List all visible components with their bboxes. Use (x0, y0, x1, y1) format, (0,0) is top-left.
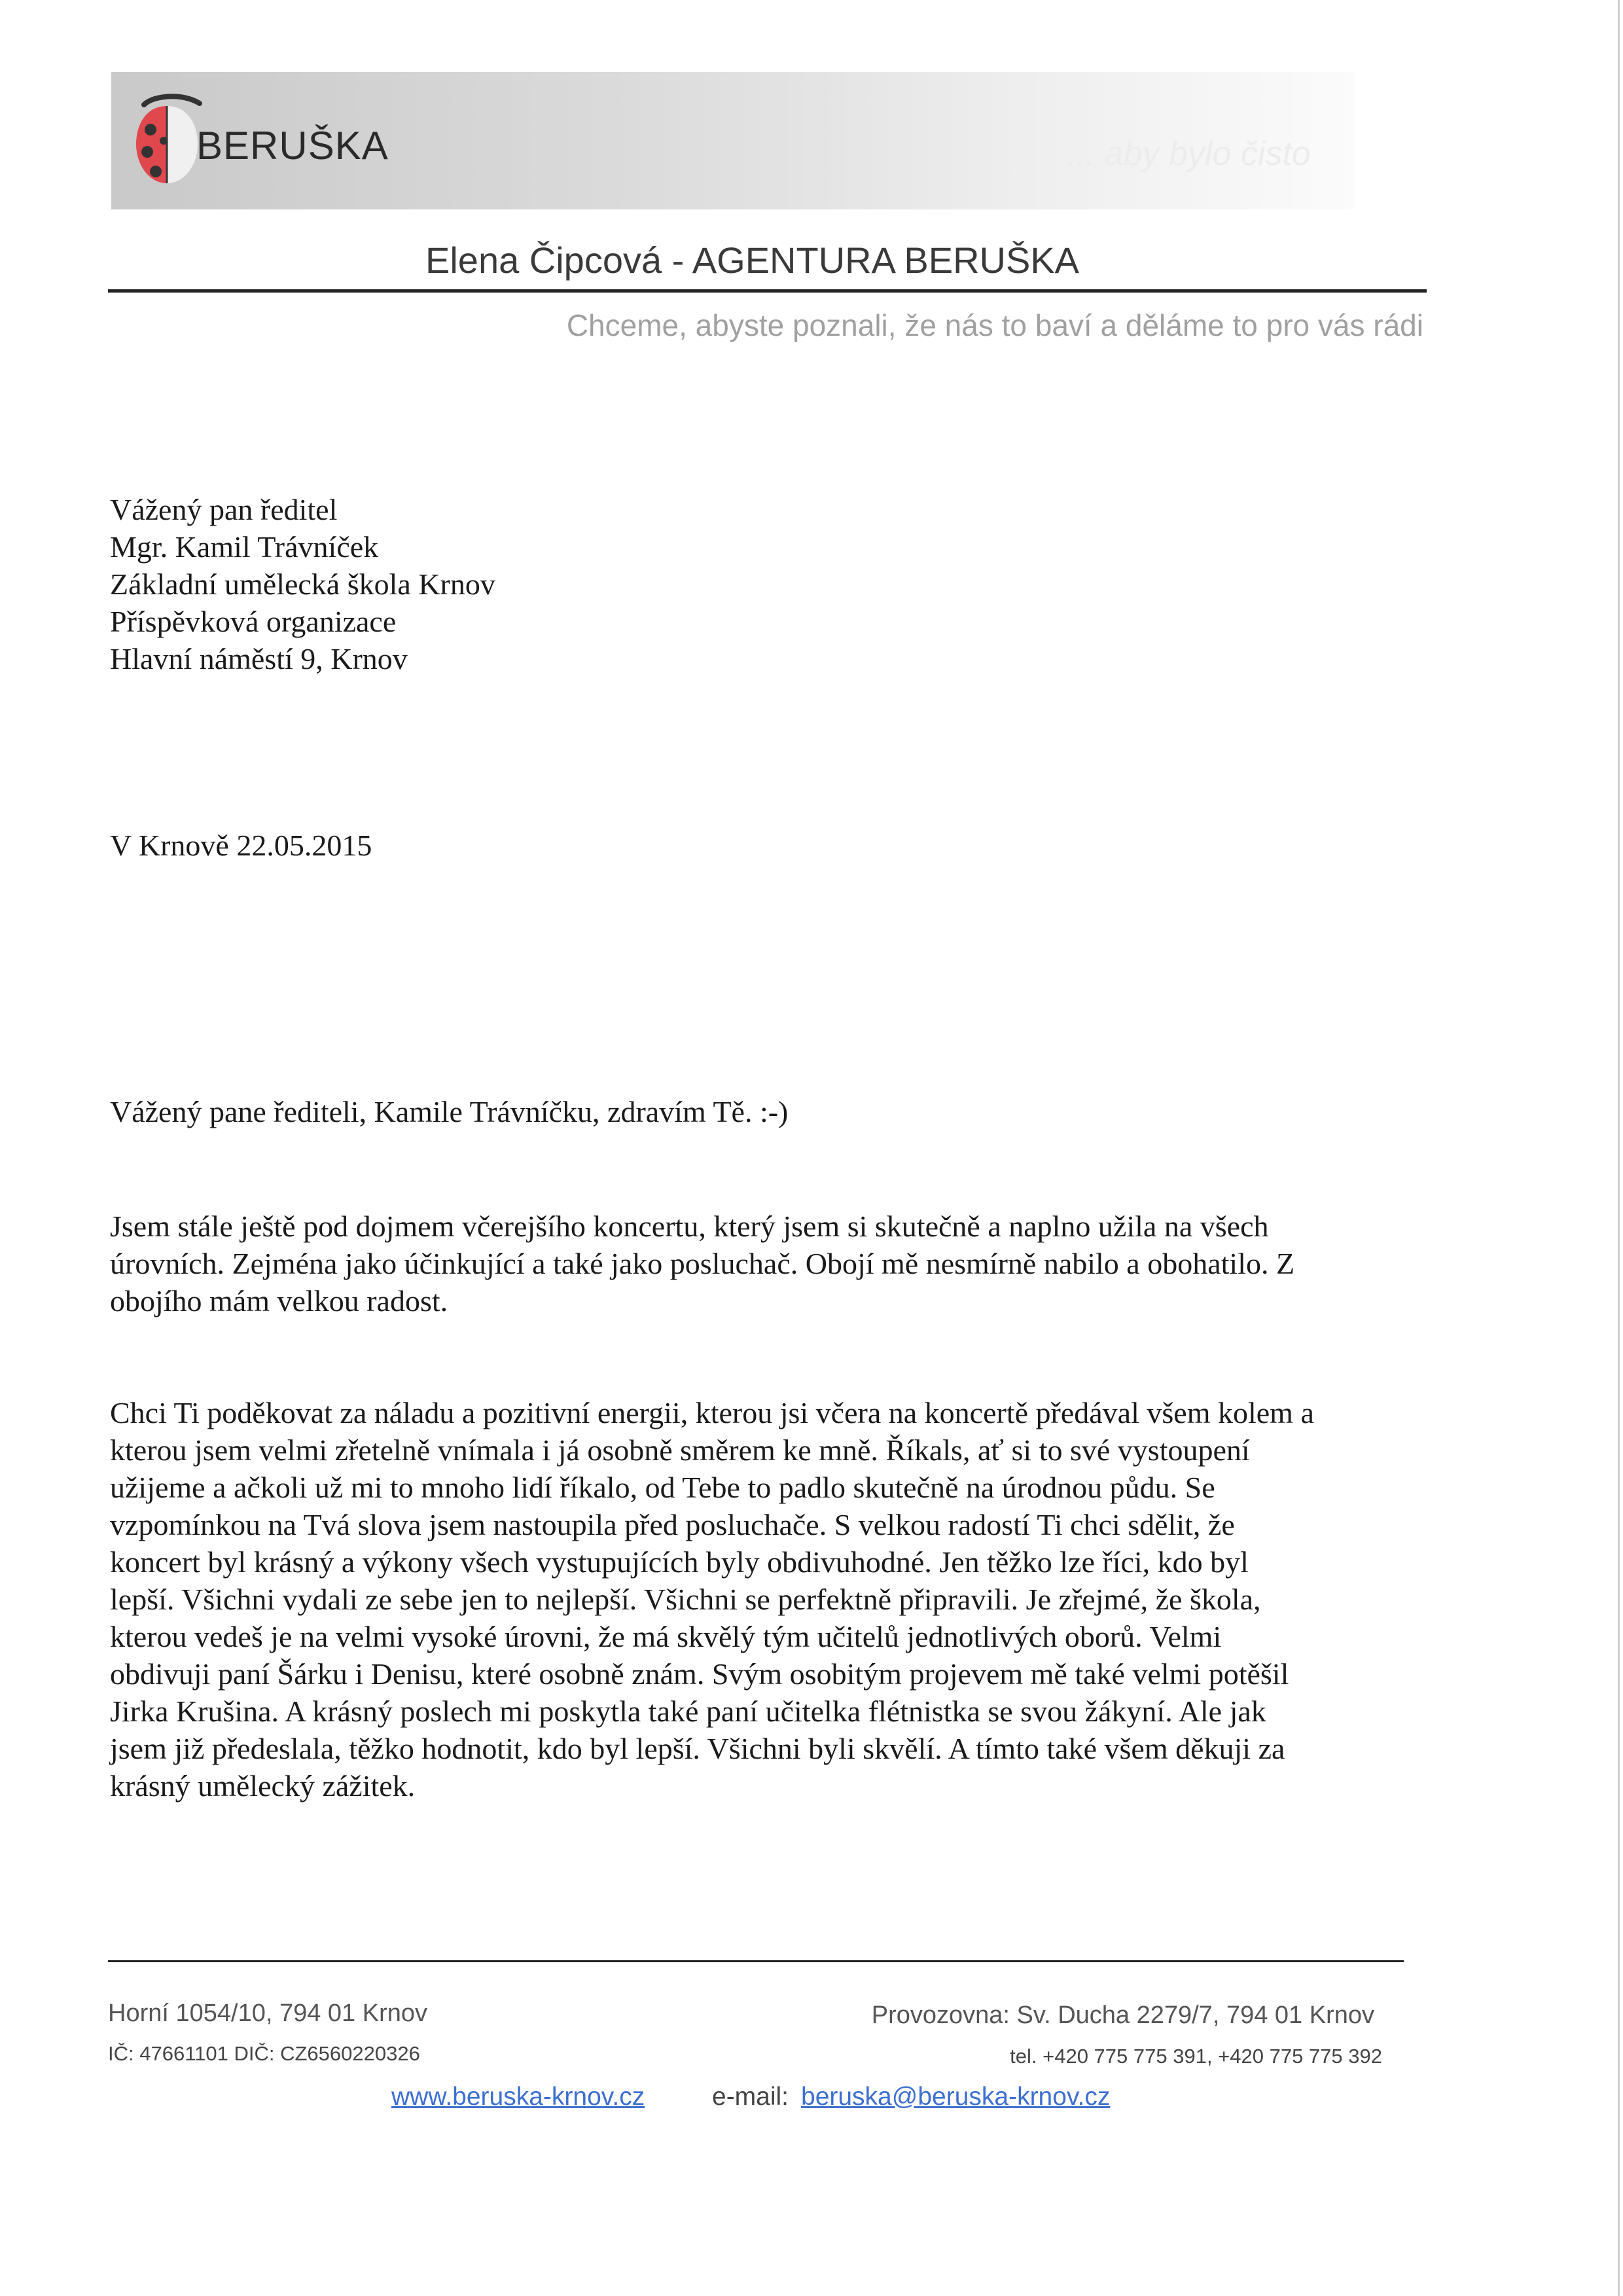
text-line: krásný umělecký zážitek. (110, 1769, 416, 1803)
text-line: Jirka Krušina. A krásný poslech mi poskytla také paní učitelka flétnistka se svou žákyní. Ale jak (110, 1695, 1266, 1728)
text-line: lepší. Všichni vydali ze sebe jen to nejlepší. Všichni se perfektně připravili. Je zřejmé, že škola, (110, 1583, 1261, 1616)
text-line: vzpomínkou na Tvá slova jsem nastoupila před posluchače. S velkou radostí Ti chci sdělit, že (110, 1508, 1235, 1541)
text-line: koncert byl krásný a výkony všech vystupujících byly obdivuhodné. Jen těžko lze říci, kdo byl (110, 1545, 1249, 1579)
website-link[interactable]: www.beruska-krnov.cz (391, 2083, 645, 2111)
agency-title: Elena Čipcová - AGENTURA BERUŠKA (425, 240, 1080, 281)
text-line: obdivuji paní Šárku i Denisu, které osobně znám. Svým osobitým projevem mě také velmi potěšil (110, 1657, 1289, 1691)
text-line: kterou jsem velmi zřetelně vnímala i já osobně směrem ke mně. Říkals, ať si to své vystoupení (110, 1433, 1250, 1467)
footer-branch-address: Provozovna: Sv. Ducha 2279/7, 794 01 Krnov (871, 2001, 1374, 2029)
recipient-address (110, 491, 495, 677)
text-line: úrovních. Zejména jako účinkující a také jako posluchač. Obojí mě nesmírně nabilo a obohatilo. Z (110, 1247, 1295, 1280)
logo-text: BERUŠKA (196, 124, 389, 168)
address-line: Hlavní náměstí 9, Krnov (110, 642, 408, 675)
text-line: Chci Ti poděkovat za náladu a pozitivní energii, kterou jsi včera na koncertě předával všem kolem a (110, 1396, 1314, 1429)
text-line: Jsem stále ještě pod dojmem včerejšího koncertu, který jsem si skutečně a naplno užila na všech (110, 1210, 1269, 1243)
address-line: Mgr. Kamil Trávníček (110, 530, 379, 564)
text-line: obojího mám velkou radost. (110, 1284, 448, 1318)
footer-address: Horní 1054/10, 794 01 Krnov (108, 2000, 428, 2027)
email-label: e-mail: (712, 2083, 789, 2111)
text-line: kterou vedeš je na velmi vysoké úrovni, že má skvělý tým učitelů jednotlivých oborů. Velmi (110, 1620, 1222, 1653)
ladybug-logo-icon (131, 92, 203, 190)
address-line: Základní umělecká škola Krnov (110, 567, 495, 601)
body-paragraph-1 (110, 1208, 1438, 1319)
text-line: jsem již předeslala, těžko hodnotit, kdo byl lepší. Všichni byli skvělí. A tímto také všem děkuji za (110, 1732, 1285, 1765)
text-line: užijeme a ačkoli už mi to mnoho lidí říkalo, od Tebe to padlo skutečně na úrodnou půdu. Se (110, 1471, 1215, 1504)
footer-divider (108, 1960, 1404, 1962)
email-link[interactable]: beruska@beruska-krnov.cz (801, 2083, 1111, 2111)
footer-phone: tel. +420 775 775 391, +420 775 775 392 (1010, 2045, 1382, 2068)
footer-company-ids: IČ: 47661101 DIČ: CZ6560220326 (108, 2042, 420, 2065)
body-paragraph-2 (110, 1394, 1438, 1804)
place-date: V Krnově 22.05.2015 (110, 829, 372, 862)
banner-slogan: ... aby bylo čisto (1067, 135, 1311, 173)
agency-motto: Chceme, abyste poznali, že nás to baví a děláme to pro vás rádi (566, 308, 1423, 342)
salutation: Vážený pane řediteli, Kamile Trávníčku, zdravím Tě. :-) (110, 1095, 789, 1128)
header-divider (108, 289, 1427, 293)
scan-edge (1618, 0, 1620, 2296)
address-line: Příspěvková organizace (110, 605, 397, 638)
address-line: Vážený pan ředitel (110, 493, 338, 526)
